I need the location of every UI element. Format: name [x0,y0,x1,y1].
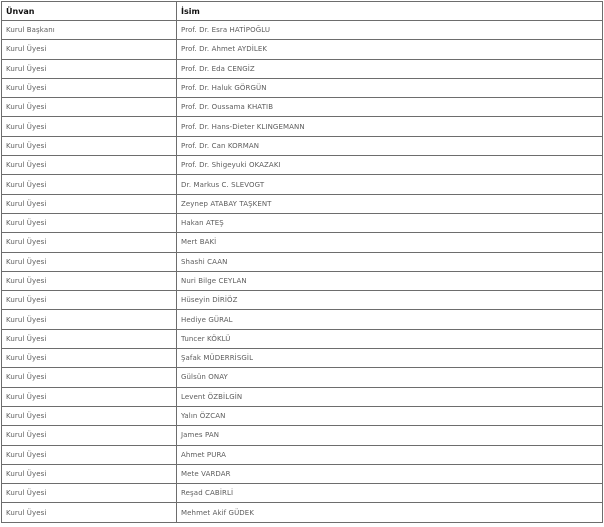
table-row [2,426,603,445]
table-row [2,233,603,252]
cell-name: Şafak MÜDERRİSGİL [177,349,603,368]
cell-name: Prof. Dr. Can KORMAN [177,136,603,155]
cell-name: Reşad CABİRLİ [177,484,603,503]
cell-name: Mehmet Akif GÜDEK [177,503,603,522]
table-row [2,310,603,329]
board-members-table [1,1,603,523]
table-row [2,368,603,387]
cell-title: Kurul Üyesi [2,349,177,368]
cell-name: Mete VARDAR [177,464,603,483]
cell-title: Kurul Üyesi [2,213,177,232]
table-row [2,21,603,40]
table-row [2,156,603,175]
cell-name: Hediye GÜRAL [177,310,603,329]
table-row [2,349,603,368]
cell-title: Kurul Üyesi [2,40,177,59]
cell-title: Kurul Üyesi [2,271,177,290]
table-row [2,387,603,406]
cell-name: Prof. Dr. Shigeyuki OKAZAKI [177,156,603,175]
table-header [2,2,603,21]
cell-name: Gülsün ONAY [177,368,603,387]
table-row [2,484,603,503]
cell-title: Kurul Üyesi [2,387,177,406]
cell-title: Kurul Üyesi [2,194,177,213]
table-row [2,194,603,213]
cell-name: James PAN [177,426,603,445]
table-row [2,213,603,232]
cell-title: Kurul Üyesi [2,156,177,175]
cell-title: Kurul Üyesi [2,291,177,310]
table-row [2,271,603,290]
cell-name: Prof. Dr. Esra HATİPOĞLU [177,21,603,40]
table-row [2,98,603,117]
cell-title: Kurul Üyesi [2,368,177,387]
cell-name: Mert BAKİ [177,233,603,252]
column-header-title: Ünvan [2,2,177,21]
cell-title: Kurul Üyesi [2,426,177,445]
table-row [2,78,603,97]
cell-name: Nuri Bilge CEYLAN [177,271,603,290]
cell-title: Kurul Üyesi [2,78,177,97]
cell-name: Shashi CAAN [177,252,603,271]
cell-name: Hüseyin DİRİÖZ [177,291,603,310]
cell-name: Prof. Dr. Eda CENGİZ [177,59,603,78]
cell-name: Tuncer KÖKLÜ [177,329,603,348]
table-row [2,252,603,271]
table-row [2,406,603,425]
cell-name: Prof. Dr. Oussama KHATIB [177,98,603,117]
cell-name: Yalın ÖZCAN [177,406,603,425]
cell-title: Kurul Üyesi [2,117,177,136]
cell-name: Zeynep ATABAY TAŞKENT [177,194,603,213]
cell-title: Kurul Üyesi [2,329,177,348]
cell-title: Kurul Üyesi [2,310,177,329]
cell-name: Levent ÖZBİLGİN [177,387,603,406]
table-row [2,136,603,155]
cell-name: Hakan ATEŞ [177,213,603,232]
cell-title: Kurul Üyesi [2,484,177,503]
column-header-name: İsim [177,2,603,21]
cell-name: Ahmet PURA [177,445,603,464]
table-row [2,464,603,483]
cell-title: Kurul Üyesi [2,136,177,155]
cell-name: Prof. Dr. Ahmet AYDİLEK [177,40,603,59]
cell-name: Dr. Markus C. SLEVOGT [177,175,603,194]
table-row [2,445,603,464]
cell-title: Kurul Üyesi [2,252,177,271]
cell-title: Kurul Üyesi [2,406,177,425]
table-body [2,21,603,523]
cell-title: Kurul Üyesi [2,445,177,464]
table-row [2,59,603,78]
cell-name: Prof. Dr. Haluk GÖRGÜN [177,78,603,97]
cell-name: Prof. Dr. Hans-Dieter KLINGEMANN [177,117,603,136]
cell-title: Kurul Üyesi [2,233,177,252]
table-row [2,117,603,136]
cell-title: Kurul Üyesi [2,464,177,483]
cell-title: Kurul Üyesi [2,503,177,522]
table-row [2,329,603,348]
table-row [2,175,603,194]
cell-title: Kurul Üyesi [2,175,177,194]
cell-title: Kurul Üyesi [2,98,177,117]
cell-title: Kurul Üyesi [2,59,177,78]
cell-title: Kurul Başkanı [2,21,177,40]
table-row [2,40,603,59]
header-row [2,2,603,21]
table-row [2,503,603,522]
table-row [2,291,603,310]
